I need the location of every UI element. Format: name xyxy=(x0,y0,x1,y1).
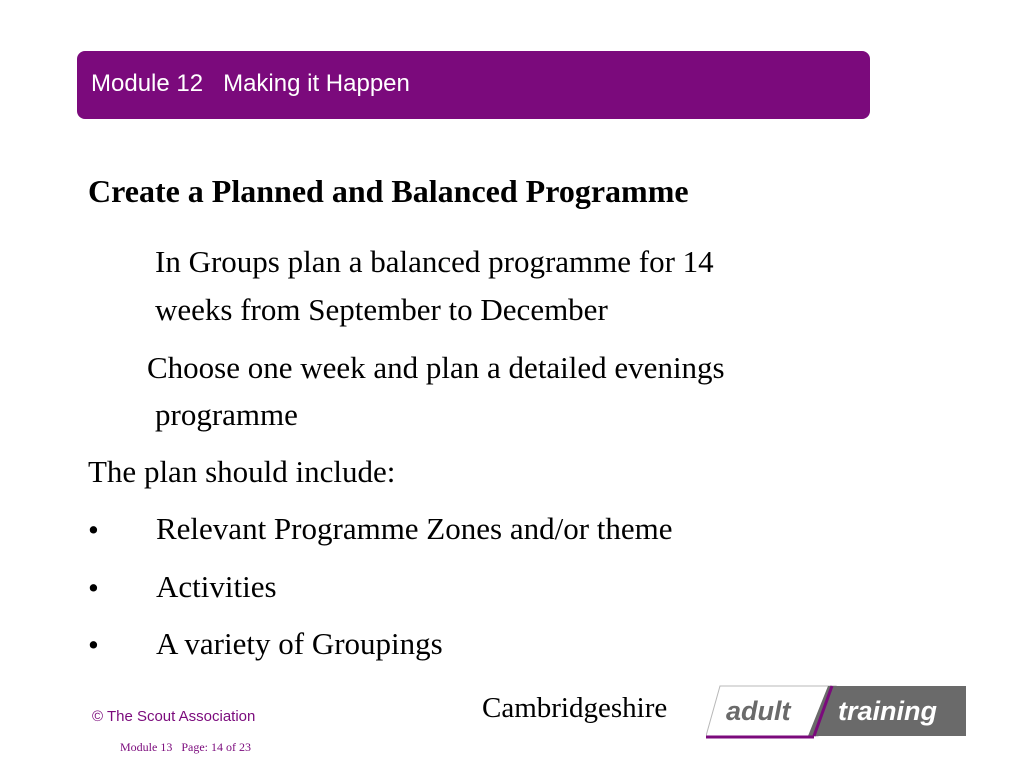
logo-training-text: training xyxy=(838,696,937,726)
slide-heading: Create a Planned and Balanced Programme xyxy=(88,173,689,209)
page-info: Module 13 Page: 14 of 23 xyxy=(120,740,251,754)
bullet-symbol: • xyxy=(88,570,99,605)
bullet-text: Relevant Programme Zones and/or theme xyxy=(156,511,673,546)
county-name: Cambridgeshire xyxy=(482,692,668,724)
header-bar xyxy=(77,51,870,119)
plan-intro: The plan should include: xyxy=(88,454,396,489)
para2-line2: programme xyxy=(155,397,298,432)
logo-adult-text: adult xyxy=(726,696,791,726)
para1-line2: weeks from September to December xyxy=(155,292,608,327)
module-title: Module 12 Making it Happen xyxy=(91,70,410,97)
para2-line1: Choose one week and plan a detailed evenings xyxy=(147,350,725,385)
para1-line1: In Groups plan a balanced programme for 14 xyxy=(155,244,714,279)
bullet-text: A variety of Groupings xyxy=(156,626,443,661)
bullet-symbol: • xyxy=(88,627,99,662)
adult-training-logo xyxy=(706,682,968,740)
copyright-text: © The Scout Association xyxy=(92,708,256,725)
bullet-text: Activities xyxy=(156,569,277,604)
bullet-symbol: • xyxy=(88,512,99,547)
